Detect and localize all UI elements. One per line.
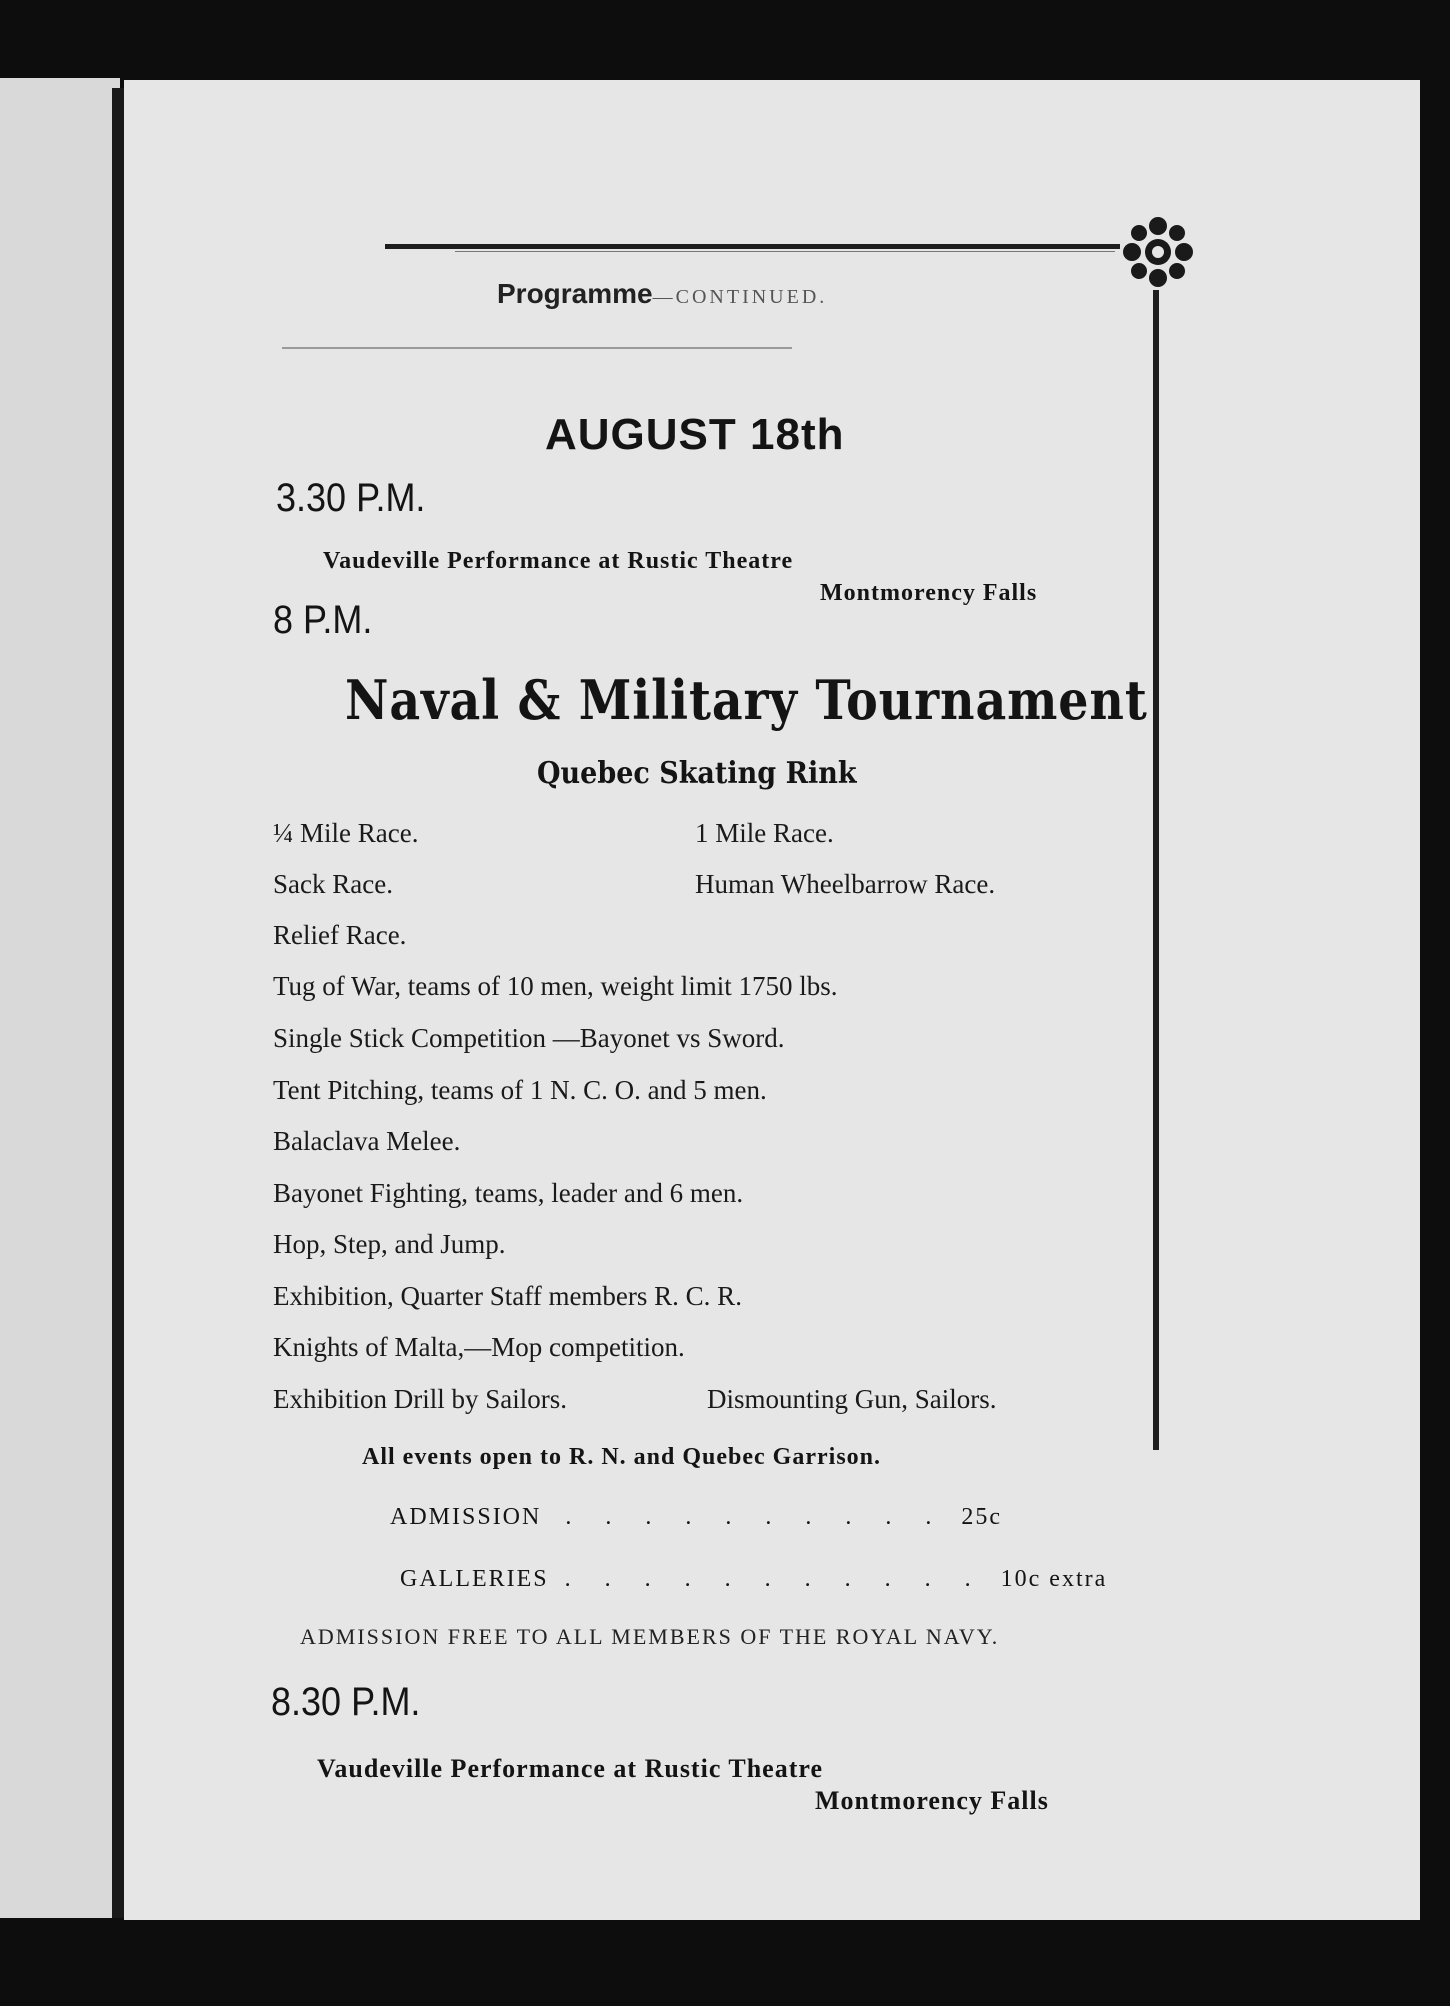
price-row-galleries	[400, 1566, 1107, 1593]
event-tent-pitching: Tent Pitching, teams of 1 N. C. O. and 5 men.	[273, 1075, 767, 1105]
event-wheelbarrow: Human Wheelbarrow Race.	[695, 869, 996, 899]
event-one-mile: 1 Mile Race.	[695, 818, 834, 848]
right-rule	[1153, 290, 1159, 1450]
header-title: Programme	[497, 278, 653, 309]
event-drill: Exhibition Drill by Sailors.	[273, 1384, 567, 1414]
event-quarter-staff: Exhibition, Quarter Staff members R. C. R.	[273, 1281, 742, 1311]
open-note: All events open to R. N. and Quebec Garrison.	[362, 1444, 881, 1470]
session-3-line2: Montmorency Falls	[815, 1786, 1049, 1815]
programme-header	[497, 278, 827, 310]
price-value: 25c	[961, 1504, 1003, 1530]
price-value: 10c extra	[1000, 1566, 1108, 1592]
header-continued: —CONTINUED.	[652, 286, 828, 308]
event-balaclava: Balaclava Melee.	[273, 1126, 461, 1156]
session-1-line2: Montmorency Falls	[820, 580, 1038, 606]
event-dismounting: Dismounting Gun, Sailors.	[707, 1384, 997, 1414]
event-hop-step-jump: Hop, Step, and Jump.	[273, 1229, 506, 1259]
price-label: ADMISSION	[390, 1504, 542, 1530]
header-rule	[282, 347, 792, 349]
session-time-3: 8.30 P.M.	[271, 1680, 421, 1724]
event-sack: Sack Race.	[273, 869, 393, 899]
free-admission-note: ADMISSION FREE TO ALL MEMBERS OF THE ROYAL NAVY.	[300, 1624, 1000, 1649]
top-rule-thin	[455, 251, 1115, 252]
price-dots: . . . . . . . . . .	[565, 1504, 946, 1530]
event-single-stick: Single Stick Competition —Bayonet vs Sword.	[273, 1023, 785, 1053]
event-relief: Relief Race.	[273, 920, 407, 950]
left-page-edge	[0, 78, 120, 1918]
session-1-line1: Vaudeville Performance at Rustic Theatre	[323, 548, 794, 574]
price-label: GALLERIES	[400, 1566, 549, 1592]
top-rule	[385, 244, 1120, 249]
event-tug-of-war: Tug of War, teams of 10 men, weight limit 1750 lbs.	[273, 971, 838, 1001]
tournament-venue: Quebec Skating Rink	[537, 756, 857, 791]
tournament-title: Naval & Military Tournament	[345, 668, 1148, 732]
session-time-1: 3.30 P.M.	[276, 476, 426, 520]
price-row-admission	[390, 1504, 1002, 1531]
page-date: AUGUST 18th	[545, 410, 845, 459]
event-quarter-mile: ¼ Mile Race.	[273, 818, 419, 848]
session-3-line1: Vaudeville Performance at Rustic Theatre	[317, 1754, 823, 1783]
price-dots: . . . . . . . . . . .	[564, 1566, 985, 1592]
event-knights: Knights of Malta,—Mop competition.	[273, 1332, 685, 1362]
session-time-2: 8 P.M.	[273, 598, 373, 642]
flower-ornament-icon	[1118, 212, 1198, 292]
event-bayonet: Bayonet Fighting, teams, leader and 6 men.	[273, 1178, 744, 1208]
